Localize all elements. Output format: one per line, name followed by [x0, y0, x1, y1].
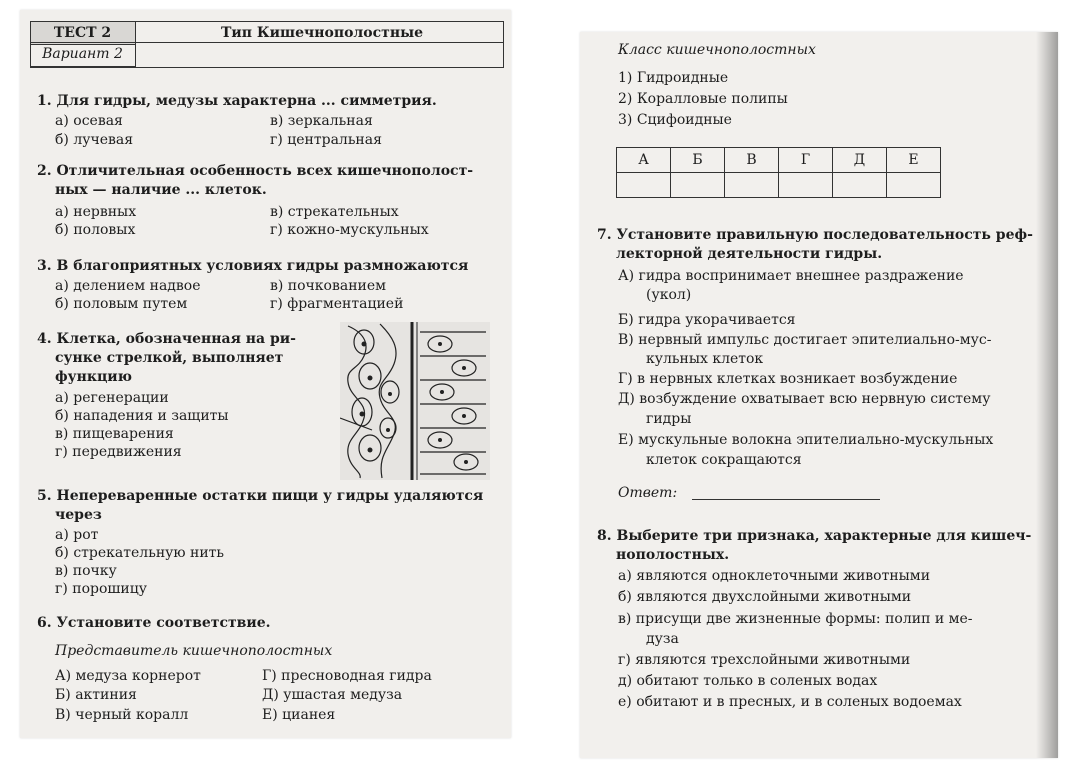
q8-item-c-cont: дуза: [646, 631, 679, 647]
answer-grid: [616, 147, 941, 198]
q6-subtitle: Представитель кишечнополостных: [55, 643, 333, 659]
q6-item-e: Д) ушастая медуза: [262, 687, 403, 703]
q4-text-line1: 4. Клетка, обозначенная на ри-: [37, 331, 296, 347]
q7-item-e: Д) возбуждение охватывает всю нервную систему: [618, 391, 991, 407]
q4-text-line3: функцию: [55, 369, 133, 385]
q1-option-b: б) лучевая: [55, 132, 134, 148]
class-3: 3) Сцифоидные: [618, 112, 732, 128]
q7-answer-label: Ответ:: [618, 485, 678, 501]
q2-text-line2: ных — наличие ... клеток.: [55, 182, 267, 198]
grid-header-a: А: [617, 148, 671, 173]
q6-text: 6. Установите соответствие.: [37, 615, 271, 631]
q7-item-c-cont: кульных клеток: [646, 351, 764, 367]
variant-label: Вариант 2: [30, 42, 136, 67]
q8-item-d: г) являются трехслойными животными: [618, 652, 911, 668]
q5-option-a: а) рот: [55, 527, 99, 543]
topic-title: Тип Кишечнополостные: [221, 25, 424, 41]
q5-option-c: в) почку: [55, 563, 117, 579]
grid-header-e: Д: [833, 148, 887, 173]
q2-option-a: а) нервных: [55, 204, 137, 220]
q5-text-line1: 5. Непереваренные остатки пищи у гидры удаляются: [37, 488, 484, 504]
q7-answer-line[interactable]: [692, 499, 880, 500]
q5-text-line2: через: [55, 507, 102, 523]
q2-option-d: г) кожно-мускульных: [270, 222, 429, 238]
test-number: ТЕСТ 2: [30, 21, 136, 45]
grid-answer-cell[interactable]: [671, 173, 725, 198]
q7-item-c: В) нервный импульс достигает эпителиально-мус-: [618, 332, 992, 348]
q4-option-d: г) передвижения: [55, 444, 182, 460]
q5-option-d: г) порошицу: [55, 581, 147, 597]
grid-header-f: Е: [887, 148, 941, 173]
q1-option-c: в) зеркальная: [270, 113, 373, 129]
q2-text-line1: 2. Отличительная особенность всех кишечнополост-: [37, 163, 474, 179]
q8-text-line2: нополостных.: [616, 547, 730, 563]
q6-item-a: А) медуза корнерот: [55, 668, 201, 684]
q4-option-a: а) регенерации: [55, 390, 169, 406]
q8-text-line1: 8. Выберите три признака, характерные для кишеч-: [597, 528, 1032, 544]
page-edge-shadow: [1036, 32, 1058, 758]
grid-header-d: Г: [779, 148, 833, 173]
q2-option-c: в) стрекательных: [270, 204, 399, 220]
q7-item-f: Е) мускульные волокна эпителиально-мускульных: [618, 432, 994, 448]
q1-option-d: г) центральная: [270, 132, 382, 148]
q3-option-d: г) фрагментацией: [270, 296, 404, 312]
q6-item-c: В) черный коралл: [55, 707, 189, 723]
q5-option-b: б) стрекательную нить: [55, 545, 225, 561]
hydra-cell-illustration: [340, 322, 490, 480]
q4-option-c: в) пищеварения: [55, 426, 174, 442]
q4-option-b: б) нападения и защиты: [55, 408, 229, 424]
grid-answer-cell[interactable]: [887, 173, 941, 198]
test-header: [30, 21, 504, 68]
q6-item-d: Г) пресноводная гидра: [262, 668, 432, 684]
q8-item-f: е) обитают и в пресных, и в соленых водоемах: [618, 694, 962, 710]
q3-option-b: б) половым путем: [55, 296, 188, 312]
q7-item-a-cont: (укол): [646, 287, 692, 303]
q2-option-b: б) половых: [55, 222, 136, 238]
grid-answer-cell[interactable]: [617, 173, 671, 198]
class-1: 1) Гидроидные: [618, 70, 729, 86]
q7-item-b: Б) гидра укорачивается: [618, 312, 796, 328]
grid-answer-cell[interactable]: [833, 173, 887, 198]
q1-option-a: а) осевая: [55, 113, 123, 129]
q3-text: 3. В благоприятных условиях гидры размножаются: [37, 258, 469, 274]
grid-answer-cell[interactable]: [725, 173, 779, 198]
q7-item-e-cont: гидры: [646, 411, 692, 427]
q8-item-e: д) обитают только в соленых водах: [618, 673, 878, 689]
left-page: [20, 10, 511, 738]
q7-item-f-cont: клеток сокращаются: [646, 452, 802, 468]
q1-text: 1. Для гидры, медузы характерна ... симметрия.: [37, 93, 437, 109]
q7-item-a: А) гидра воспринимает внешнее раздражение: [618, 268, 964, 284]
q4-text-line2: сунке стрелкой, выполняет: [55, 350, 284, 366]
q8-item-c: в) присущи две жизненные формы: полип и ме-: [618, 611, 973, 627]
q3-option-c: в) почкованием: [270, 278, 387, 294]
grid-header-b: Б: [671, 148, 725, 173]
q8-item-a: а) являются одноклеточными животными: [618, 568, 931, 584]
class-2: 2) Коралловые полипы: [618, 91, 788, 107]
class-title: Класс кишечнополостных: [618, 42, 816, 58]
grid-answer-cell[interactable]: [779, 173, 833, 198]
q6-item-b: Б) актиния: [55, 687, 137, 703]
q3-option-a: а) делением надвое: [55, 278, 201, 294]
q6-item-f: Е) цианея: [262, 707, 336, 723]
q7-text-line2: лекторной деятельности гидры.: [616, 246, 883, 262]
right-page: [580, 32, 1058, 758]
q7-item-d: Г) в нервных клетках возникает возбуждение: [618, 371, 958, 387]
grid-header-c: В: [725, 148, 779, 173]
q8-item-b: б) являются двухслойными животными: [618, 589, 912, 605]
q7-text-line1: 7. Установите правильную последовательность реф-: [597, 227, 1033, 243]
